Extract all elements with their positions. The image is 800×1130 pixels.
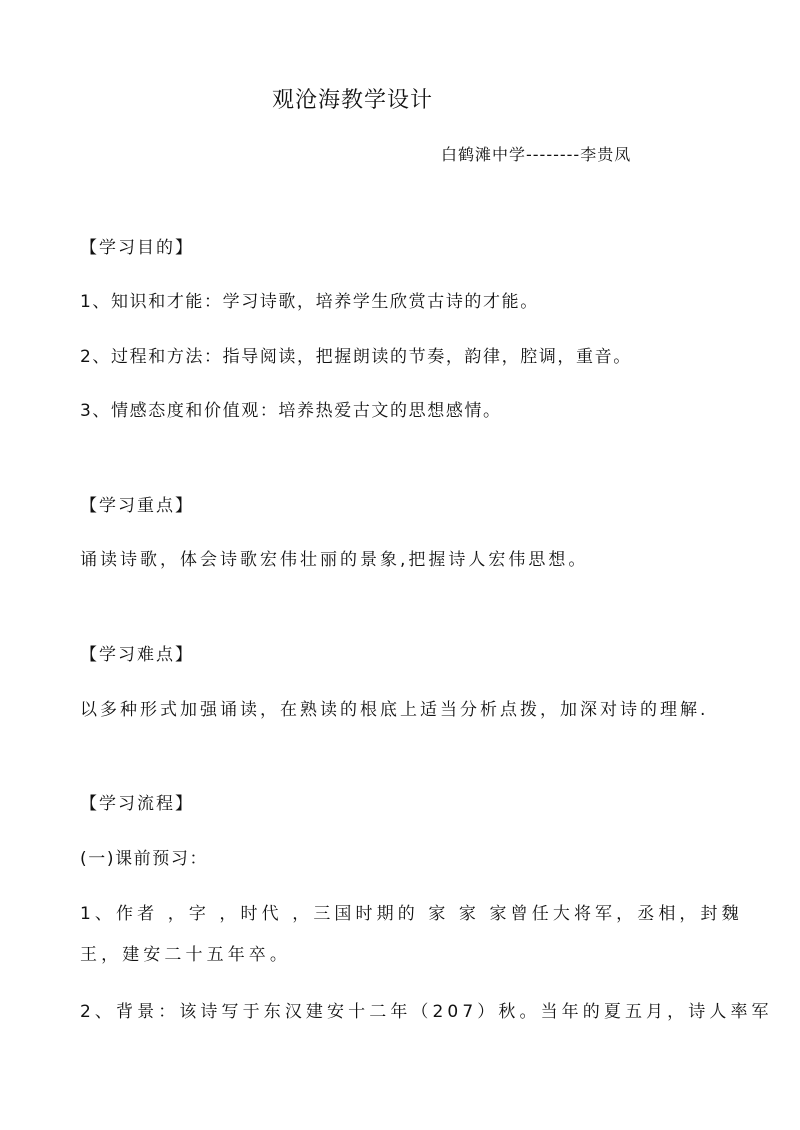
document-title: 观沧海教学设计	[272, 88, 434, 113]
difficulties-text: 以多种形式加强诵读，在熟读的根底上适当分析点拨，加深对诗的理解.	[80, 700, 709, 720]
process-item-1-line-1: 1、作者 ，字 ，时代 ，三国时期的 家 家 家曾任大将军，丞相，封魏	[80, 904, 743, 924]
objective-item-2: 2、过程和方法：指导阅读，把握朗读的节奏，韵律，腔调，重音。	[80, 347, 632, 367]
objective-item-1: 1、知识和才能：学习诗歌，培养学生欣赏古诗的才能。	[80, 292, 539, 312]
process-heading: 【学习流程】	[80, 794, 194, 814]
objectives-heading: 【学习目的】	[80, 238, 194, 258]
key-points-text: 诵读诗歌，体会诗歌宏伟壮丽的景象,把握诗人宏伟思想。	[80, 550, 589, 570]
key-points-heading: 【学习重点】	[80, 496, 194, 516]
difficulties-heading: 【学习难点】	[80, 645, 194, 665]
author-line: 白鹤滩中学--------李贵凤	[441, 145, 632, 164]
process-item-2-line-1: 2、背景：该诗写于东汉建安十二年（207）秋。当年的夏五月，诗人率军	[80, 1002, 773, 1022]
process-item-1-line-2: 王，建安二十五年卒。	[80, 945, 291, 965]
process-subheading: (一)课前预习：	[80, 849, 209, 869]
objective-item-3: 3、情感态度和价值观：培养热爱古文的思想感情。	[80, 401, 502, 421]
